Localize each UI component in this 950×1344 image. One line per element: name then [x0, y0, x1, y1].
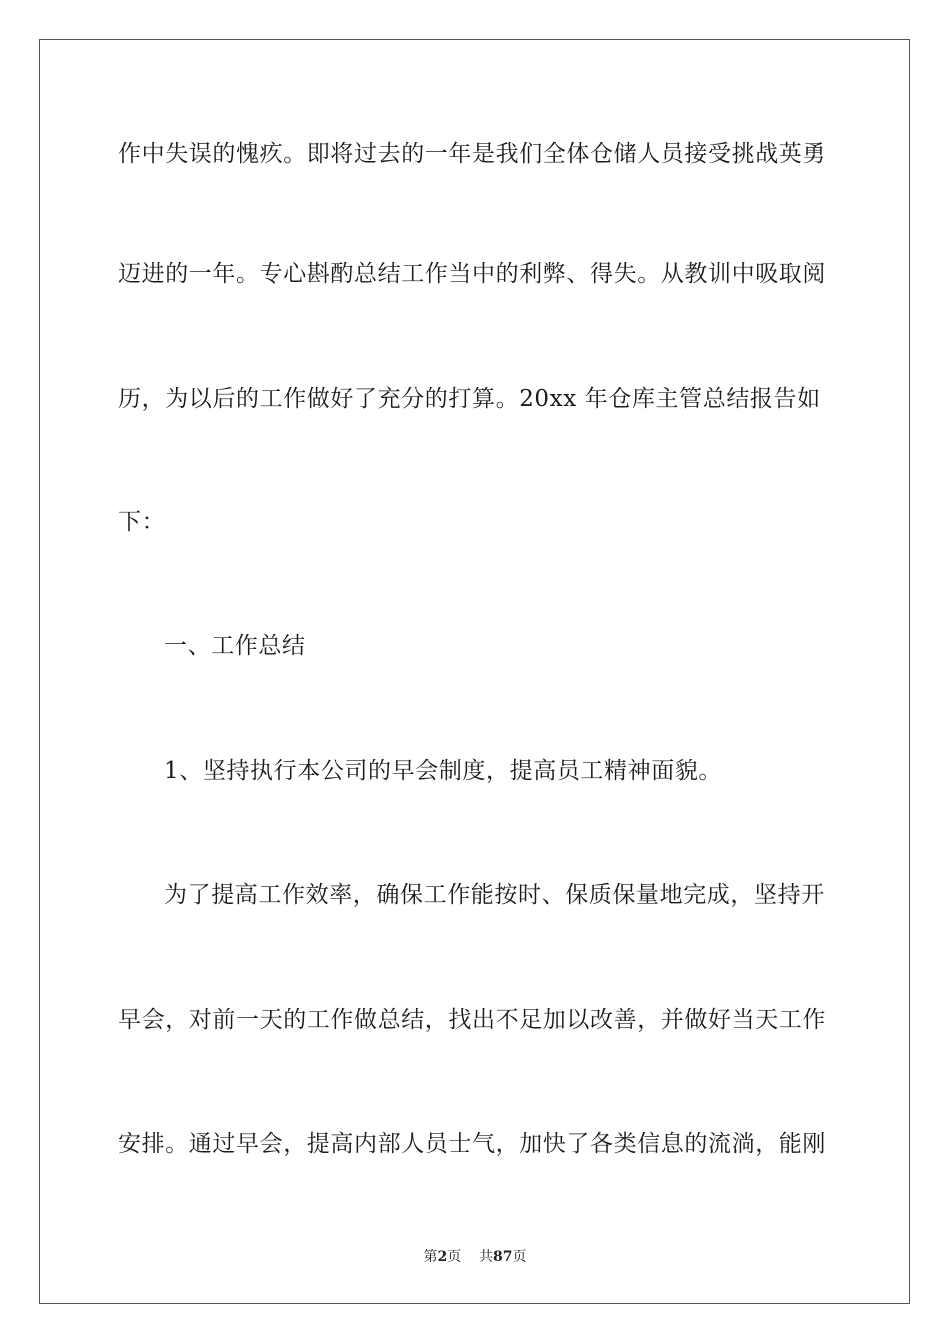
section-heading: 一、工作总结 [164, 633, 306, 659]
body-line-1: 为了提高工作效率，确保工作能按时、保质保量地完成，坚持开 [164, 882, 825, 908]
footer-total-suffix: 页 [512, 1249, 527, 1265]
paragraph-line-3: 历，为以后的工作做好了充分的打算。20xx 年仓库主管总结报告如 [118, 386, 821, 412]
footer-page-suffix: 页 [447, 1249, 462, 1265]
paragraph-line-4: 下： [118, 509, 166, 535]
paragraph-line-1: 作中失误的愧疚。即将过去的一年是我们全体仓储人员接受挑战英勇 [118, 141, 826, 167]
page-border [39, 39, 910, 1304]
footer-page-number: 2 [437, 1249, 448, 1265]
body-line-2: 早会，对前一天的工作做总结，找出不足加以改善，并做好当天工作 [118, 1007, 826, 1033]
item-heading: 1、坚持执行本公司的早会制度，提高员工精神面貌。 [164, 758, 723, 784]
footer-page-prefix: 第 [423, 1249, 438, 1265]
paragraph-line-2: 迈进的一年。专心斟酌总结工作当中的利弊、得失。从教训中吸取阅 [118, 261, 826, 287]
footer-total-prefix: 共 [479, 1249, 494, 1265]
body-line-3: 安排。通过早会，提高内部人员士气，加快了各类信息的流淌，能刚 [118, 1131, 826, 1157]
footer-total-pages: 87 [493, 1249, 513, 1265]
page-footer [0, 1248, 950, 1266]
